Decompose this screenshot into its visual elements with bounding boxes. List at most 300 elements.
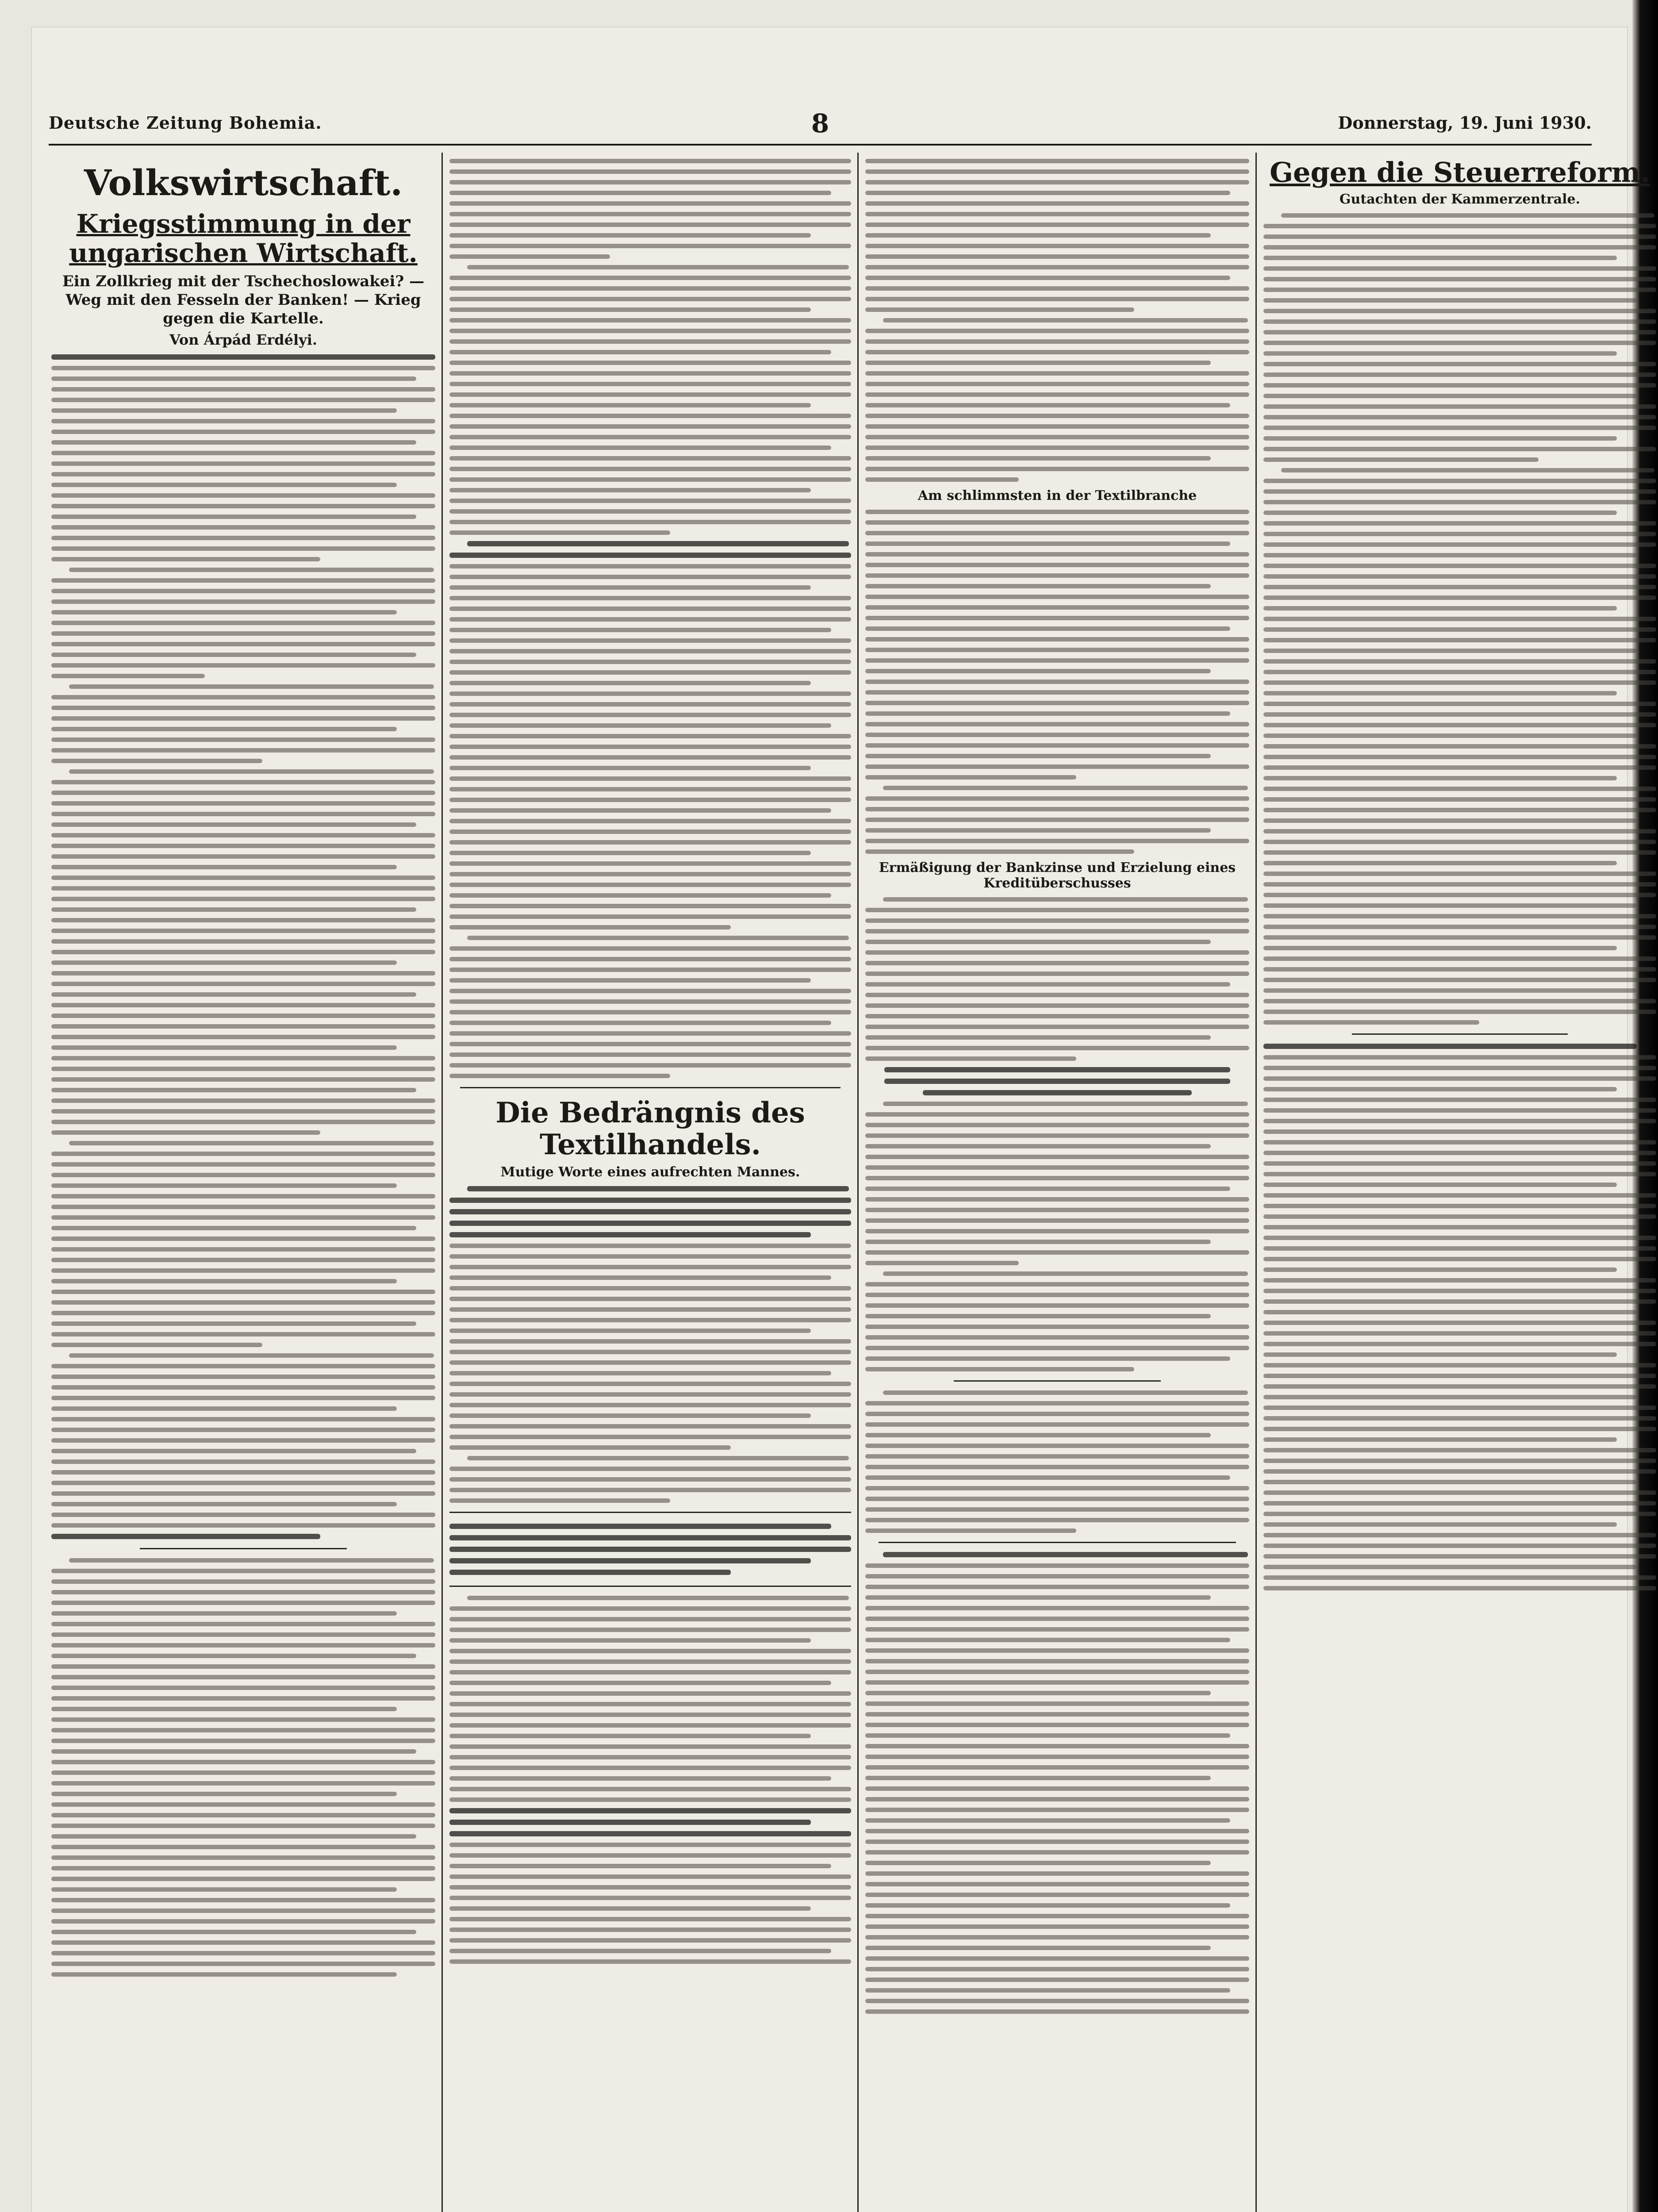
text-line — [51, 1866, 435, 1870]
text-line — [865, 403, 1230, 407]
article-divider — [140, 1548, 347, 1549]
text-line — [865, 1691, 1211, 1695]
text-line — [1263, 1214, 1656, 1219]
text-line — [865, 424, 1249, 429]
text-line — [51, 1459, 435, 1464]
text-line — [1263, 914, 1656, 918]
text-line — [51, 759, 262, 763]
text-line — [1263, 680, 1656, 685]
text-line — [51, 1152, 435, 1156]
text-line — [51, 780, 435, 784]
text-line — [51, 1781, 435, 1786]
text-line — [865, 307, 1134, 312]
text-line — [51, 1067, 435, 1071]
text-line — [51, 1268, 435, 1273]
text-line — [1263, 1236, 1656, 1240]
text-line — [1263, 256, 1617, 260]
text-line — [449, 851, 811, 855]
text-line — [449, 520, 851, 524]
text-line — [1263, 1119, 1656, 1123]
text-line — [865, 680, 1249, 684]
text-line — [1263, 861, 1617, 865]
text-line — [467, 1596, 849, 1600]
text-line — [51, 408, 397, 413]
text-line — [51, 1183, 397, 1188]
text-line — [449, 1820, 811, 1825]
text-line — [865, 1335, 1249, 1340]
text-line — [449, 1350, 851, 1354]
text-line — [1263, 1108, 1656, 1113]
text-line — [865, 722, 1249, 726]
text-line — [865, 1617, 1249, 1621]
text-line — [51, 1622, 435, 1626]
text-line — [51, 886, 435, 891]
text-line — [865, 1850, 1249, 1855]
section-subhead: Ermäßigung der Bankzinse und Erzielung eines Kreditüberschusses — [879, 860, 1236, 891]
text-line — [449, 1734, 811, 1738]
column-2 — [447, 153, 854, 2212]
text-line — [1263, 1161, 1656, 1166]
text-line — [1263, 1278, 1656, 1283]
text-line — [1263, 1522, 1617, 1527]
text-line — [865, 1839, 1249, 1844]
text-line — [51, 1396, 435, 1400]
text-line — [1263, 925, 1656, 929]
text-line — [1263, 319, 1656, 324]
text-line — [1263, 1437, 1617, 1442]
text-line — [1263, 1331, 1656, 1336]
text-line — [1263, 723, 1656, 727]
text-line — [449, 1052, 851, 1057]
text-line — [51, 1311, 435, 1315]
text-line — [51, 1056, 435, 1060]
text-line — [865, 1046, 1249, 1050]
text-line — [865, 733, 1249, 737]
text-line — [51, 1130, 320, 1135]
text-line — [51, 791, 435, 795]
text-line — [51, 716, 435, 721]
text-line — [449, 723, 831, 728]
text-line — [865, 796, 1249, 801]
text-line — [51, 1813, 435, 1817]
text-line — [467, 1456, 849, 1460]
text-line — [865, 605, 1249, 610]
text-line — [1263, 999, 1656, 1003]
text-line — [1263, 840, 1656, 844]
text-line — [1263, 479, 1656, 483]
text-line — [449, 1659, 851, 1664]
text-line — [51, 578, 435, 583]
text-line — [865, 159, 1249, 163]
text-line — [69, 769, 434, 774]
text-line — [51, 992, 416, 997]
text-line — [1263, 1204, 1656, 1208]
text-line — [865, 1003, 1249, 1008]
text-line — [69, 684, 434, 689]
text-line — [865, 929, 1249, 933]
text-line — [865, 180, 1249, 184]
text-line — [1263, 1427, 1656, 1431]
text-line — [449, 307, 811, 312]
text-line — [51, 1513, 435, 1517]
text-line — [51, 1215, 435, 1220]
text-line — [51, 376, 416, 381]
text-line — [865, 849, 1134, 854]
text-line — [51, 1417, 435, 1421]
text-line — [51, 1014, 435, 1018]
text-line — [51, 589, 435, 593]
text-line — [865, 807, 1249, 811]
text-line — [449, 1702, 851, 1706]
text-line — [865, 1744, 1249, 1748]
text-line — [865, 669, 1211, 673]
text-line — [865, 1465, 1249, 1469]
text-line — [1263, 595, 1656, 600]
text-line — [1263, 903, 1637, 908]
text-line — [51, 387, 435, 392]
text-line — [51, 1632, 435, 1637]
text-line — [51, 801, 435, 806]
text-line — [883, 1102, 1248, 1106]
text-line — [1263, 935, 1656, 940]
text-line — [1263, 1321, 1656, 1325]
text-line — [865, 743, 1249, 748]
text-line — [449, 1209, 851, 1214]
text-line — [449, 1297, 851, 1301]
text-line — [449, 445, 831, 450]
text-line — [449, 424, 851, 429]
text-line — [865, 1786, 1249, 1791]
text-line — [865, 1967, 1249, 1971]
text-line — [865, 658, 1249, 663]
text-line — [51, 907, 416, 912]
text-line — [449, 1413, 811, 1418]
text-line — [865, 265, 1249, 269]
article-body — [49, 354, 438, 1977]
text-line — [865, 510, 1249, 514]
text-line — [865, 212, 1249, 216]
text-line — [1263, 1342, 1656, 1346]
text-line — [51, 1237, 435, 1241]
text-line — [865, 1325, 1249, 1329]
text-line — [449, 1853, 851, 1858]
text-line — [865, 1444, 1249, 1448]
text-line — [865, 1648, 1249, 1653]
header-rule — [49, 144, 1592, 146]
text-line — [51, 1643, 435, 1647]
emphasized-paragraph — [449, 1512, 851, 1587]
text-line — [51, 1654, 416, 1658]
text-line — [51, 1502, 397, 1506]
text-line — [51, 844, 435, 848]
text-line — [449, 575, 851, 579]
text-line — [449, 244, 851, 248]
text-line — [51, 440, 416, 445]
text-line — [449, 1670, 851, 1674]
text-line — [865, 1670, 1249, 1674]
text-line — [1263, 733, 1637, 738]
text-line — [449, 159, 851, 163]
text-line — [1263, 1055, 1656, 1060]
text-line — [449, 1524, 831, 1529]
text-line — [51, 897, 435, 901]
column-4 — [1261, 153, 1658, 2212]
text-line — [865, 2009, 1249, 2014]
text-line — [865, 286, 1249, 291]
text-line — [1263, 1066, 1656, 1070]
text-line — [865, 818, 1249, 822]
column-1 — [49, 153, 438, 2212]
text-line — [51, 1898, 435, 1902]
text-line — [449, 1254, 851, 1259]
text-line — [1263, 649, 1637, 653]
text-line — [449, 691, 851, 696]
text-line — [865, 764, 1249, 769]
text-line — [865, 1988, 1230, 1993]
text-line — [467, 541, 849, 546]
text-line — [1263, 1310, 1637, 1314]
text-line — [449, 861, 851, 866]
text-line — [51, 1088, 416, 1092]
text-line — [865, 339, 1249, 344]
text-line — [449, 1074, 670, 1078]
text-line — [883, 1552, 1248, 1557]
text-line — [51, 1470, 435, 1475]
text-line — [865, 1659, 1249, 1663]
text-line — [865, 1035, 1211, 1040]
text-line — [1263, 617, 1656, 621]
issue-date: Donnerstag, 19. Juni 1930. — [1338, 113, 1592, 133]
text-line — [51, 1972, 397, 1977]
text-line — [865, 1112, 1249, 1117]
text-line — [51, 1909, 435, 1913]
text-line — [865, 191, 1230, 195]
text-line — [449, 1221, 851, 1226]
text-line — [865, 1638, 1230, 1642]
text-line — [449, 1435, 851, 1439]
text-line — [51, 504, 435, 508]
text-line — [449, 499, 851, 503]
text-line — [1263, 457, 1539, 462]
text-line — [865, 1755, 1249, 1759]
article-divider — [954, 1380, 1161, 1382]
text-line — [1263, 245, 1656, 250]
text-line — [449, 968, 851, 972]
text-line — [449, 607, 851, 611]
text-line — [865, 1701, 1249, 1706]
text-line — [1263, 1448, 1656, 1452]
text-line — [449, 1617, 851, 1621]
text-line — [1263, 1151, 1656, 1155]
text-line — [51, 515, 416, 519]
text-line — [1263, 373, 1656, 377]
text-line — [449, 999, 851, 1004]
text-line — [865, 1197, 1249, 1202]
text-line — [865, 233, 1211, 238]
text-line — [51, 599, 435, 604]
text-line — [449, 435, 851, 439]
article-body — [863, 897, 1252, 2014]
text-line — [865, 1882, 1249, 1886]
text-line — [1263, 1257, 1656, 1261]
text-line — [51, 748, 435, 753]
text-line — [1263, 1246, 1656, 1251]
text-line — [865, 445, 1249, 450]
text-line — [51, 653, 416, 657]
text-line — [865, 1765, 1249, 1770]
article-divider — [460, 1087, 841, 1088]
text-line — [51, 1438, 435, 1443]
text-line — [865, 254, 1249, 259]
text-line — [449, 180, 851, 184]
text-line — [1263, 415, 1656, 419]
text-line — [449, 904, 851, 908]
text-line — [865, 690, 1249, 695]
text-line — [449, 713, 851, 717]
text-line — [449, 1535, 851, 1540]
text-line — [1263, 351, 1617, 356]
text-line — [449, 638, 851, 643]
text-line — [865, 477, 1019, 482]
text-line — [1263, 521, 1656, 526]
text-line — [865, 531, 1249, 535]
text-line — [1263, 956, 1656, 961]
text-line — [51, 822, 416, 827]
text-line — [865, 584, 1211, 588]
text-line — [865, 1123, 1249, 1127]
text-line — [865, 1025, 1249, 1029]
text-line — [51, 1098, 435, 1103]
text-line — [865, 1014, 1249, 1018]
article-subheadline: Mutige Worte eines aufrechten Mannes. — [500, 1164, 800, 1180]
text-line — [449, 1808, 851, 1813]
text-line — [1263, 436, 1617, 441]
text-line — [865, 1528, 1076, 1533]
text-line — [51, 546, 435, 551]
text-line — [1263, 1512, 1656, 1516]
text-line — [865, 1303, 1249, 1308]
text-line — [865, 1507, 1249, 1512]
text-line — [1263, 542, 1656, 547]
text-line — [865, 972, 1249, 976]
text-line — [51, 1845, 435, 1849]
text-line — [865, 1282, 1249, 1286]
text-line — [1263, 266, 1656, 271]
text-line — [467, 936, 849, 940]
text-line — [1263, 1469, 1656, 1474]
text-line — [449, 914, 851, 919]
text-line — [1263, 1374, 1656, 1378]
text-line — [51, 1749, 416, 1754]
text-line — [449, 808, 831, 813]
text-line — [51, 1855, 435, 1860]
text-line — [1263, 765, 1656, 770]
text-line — [449, 1691, 851, 1696]
text-line — [51, 621, 435, 625]
text-line — [1263, 1267, 1617, 1272]
article-divider — [1352, 1033, 1568, 1035]
text-line — [1263, 1352, 1617, 1357]
text-line — [51, 451, 435, 455]
text-line — [449, 1755, 851, 1759]
text-line — [51, 971, 435, 975]
text-line — [51, 1569, 435, 1573]
text-line — [449, 734, 851, 738]
text-line — [865, 1595, 1211, 1600]
text-line — [449, 681, 811, 685]
text-line — [865, 1133, 1249, 1138]
text-line — [865, 1314, 1211, 1318]
text-line — [1263, 1140, 1656, 1144]
text-line — [51, 1247, 435, 1252]
article-continuation — [863, 159, 1252, 482]
text-line — [51, 1321, 416, 1326]
text-line — [1263, 585, 1656, 589]
text-line — [69, 568, 434, 572]
text-line — [865, 329, 1249, 333]
text-line — [449, 1244, 851, 1248]
article-headline: Gegen die Steuerreform. — [1270, 156, 1650, 188]
text-line — [865, 541, 1230, 546]
text-line — [1263, 967, 1656, 972]
text-line — [51, 1332, 435, 1336]
text-line — [449, 883, 851, 887]
text-line — [51, 865, 397, 869]
text-line — [883, 1390, 1248, 1395]
text-line — [1263, 776, 1617, 780]
text-line — [449, 1949, 831, 1953]
text-line — [449, 403, 811, 407]
text-line — [865, 940, 1211, 944]
text-line — [865, 1497, 1249, 1501]
text-line — [1263, 1490, 1656, 1495]
text-line — [51, 1205, 435, 1209]
text-line — [1263, 447, 1656, 451]
text-line — [1263, 787, 1656, 791]
column-divider — [441, 153, 443, 2212]
text-line — [1263, 988, 1637, 993]
text-line — [1263, 627, 1656, 632]
text-line — [51, 1120, 435, 1124]
text-line — [449, 371, 851, 376]
text-line — [51, 1707, 397, 1711]
text-line — [51, 1364, 435, 1368]
text-line — [449, 1031, 851, 1036]
text-line — [449, 1570, 731, 1575]
text-line — [865, 1486, 1249, 1490]
text-line — [1263, 1554, 1656, 1559]
text-line — [1263, 659, 1656, 664]
text-line — [51, 472, 435, 476]
text-line — [865, 1914, 1249, 1918]
text-line — [449, 1874, 851, 1879]
text-line — [51, 1686, 435, 1690]
text-line — [449, 798, 851, 802]
text-line — [865, 1261, 1019, 1265]
text-line — [449, 776, 851, 781]
text-line — [865, 1808, 1249, 1812]
text-line — [865, 626, 1230, 631]
text-line — [449, 893, 831, 898]
text-line — [1263, 426, 1656, 430]
text-line — [1263, 1225, 1637, 1229]
text-line — [51, 1173, 435, 1177]
article-body — [447, 1186, 854, 1964]
text-line — [51, 1045, 397, 1050]
text-line — [51, 631, 435, 636]
text-line — [69, 1141, 434, 1145]
text-line — [865, 1056, 1076, 1061]
